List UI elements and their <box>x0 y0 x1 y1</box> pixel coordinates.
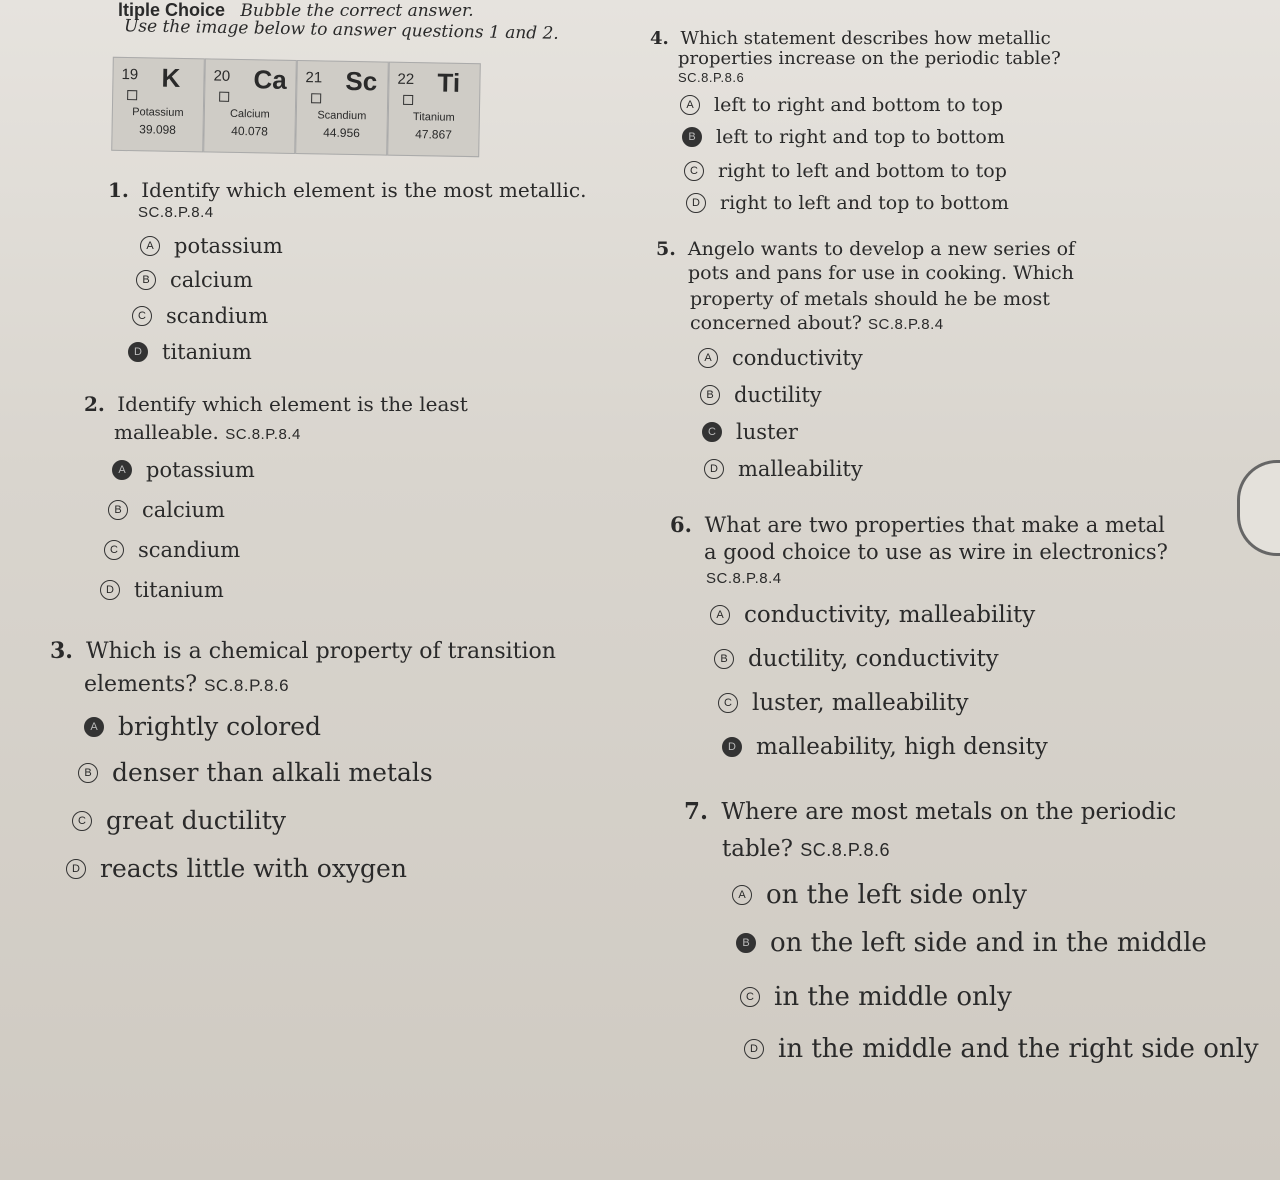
option-6a[interactable] <box>710 602 1035 628</box>
bubble-d-icon[interactable]: D <box>744 1039 764 1059</box>
option-3a[interactable] <box>84 712 321 741</box>
option-text: left to right and top to bottom <box>716 126 1005 148</box>
option-text: potassium <box>146 458 255 482</box>
option-text: titanium <box>162 340 252 364</box>
option-5b[interactable] <box>700 383 822 407</box>
element-symbol: Ca <box>253 64 287 95</box>
standard-code: SC.8.P.8.4 <box>706 570 782 587</box>
option-text: malleability <box>738 457 863 481</box>
atomic-mass: 39.098 <box>139 122 177 137</box>
question-1 <box>108 178 586 202</box>
bubble-b-icon[interactable]: B <box>108 500 128 520</box>
option-text: in the middle and the right side only <box>778 1034 1259 1064</box>
option-text: conductivity <box>732 346 863 370</box>
option-text: reacts little with oxygen <box>100 854 407 883</box>
bubble-a-icon[interactable]: A <box>680 95 700 115</box>
question-6 <box>670 512 1165 537</box>
question-number: 1. <box>108 178 129 202</box>
option-text: calcium <box>142 498 225 522</box>
element-symbol: Sc <box>345 65 378 97</box>
question-4-line2 <box>678 48 1061 69</box>
option-text: scandium <box>166 304 269 328</box>
option-3c[interactable] <box>72 806 286 835</box>
state-box-icon <box>219 92 229 102</box>
question-text-line1: Angelo wants to develop a new series of <box>687 238 1076 260</box>
bubble-c-icon[interactable]: C <box>72 811 92 831</box>
element-name: Titanium <box>412 111 455 124</box>
option-7c[interactable] <box>740 982 1012 1012</box>
option-text: malleability, high density <box>756 734 1048 760</box>
bubble-d-icon[interactable]: D <box>704 459 724 479</box>
option-4b[interactable] <box>682 126 1005 148</box>
atomic-mass: 47.867 <box>415 127 453 142</box>
question-2-line2 <box>114 420 301 444</box>
option-1a[interactable] <box>140 234 283 258</box>
element-name: Calcium <box>229 107 270 121</box>
option-5d[interactable] <box>704 457 863 481</box>
element-tile-calcium <box>203 58 297 154</box>
question-number: 2. <box>84 392 105 416</box>
option-1b[interactable] <box>136 268 253 292</box>
bubble-b-icon[interactable]: B <box>78 763 98 783</box>
question-text-line2: elements? <box>84 672 198 697</box>
question-4 <box>650 28 1051 49</box>
bubble-c-icon[interactable]: C <box>132 306 152 326</box>
question-3-line2 <box>84 672 289 697</box>
atomic-number: 21 <box>305 69 323 87</box>
option-text: luster, malleability <box>752 690 969 716</box>
option-text: left to right and bottom to top <box>714 94 1003 116</box>
option-4d[interactable] <box>686 192 1009 214</box>
question-text-line1: Which statement describes how metallic <box>680 28 1051 49</box>
option-3b[interactable] <box>78 758 433 787</box>
element-tile-scandium <box>295 60 389 156</box>
option-5a[interactable] <box>698 346 863 370</box>
bubble-d-filled-icon[interactable]: D <box>128 342 148 362</box>
bubble-c-icon[interactable]: C <box>104 540 124 560</box>
option-3d[interactable] <box>66 854 407 883</box>
standard-code: SC.8.P.8.4 <box>868 316 944 333</box>
bubble-d-icon[interactable]: D <box>66 859 86 879</box>
standard-code: SC.8.P.8.6 <box>800 840 891 860</box>
option-2d[interactable] <box>100 578 224 602</box>
option-2a[interactable] <box>112 458 255 482</box>
question-text-line1: Which is a chemical property of transition <box>85 639 556 664</box>
option-text: denser than alkali metals <box>112 758 433 787</box>
question-text-line1: Where are most metals on the periodic <box>721 799 1177 825</box>
bubble-c-icon[interactable]: C <box>718 693 738 713</box>
option-text: great ductility <box>106 806 286 835</box>
standard-code: SC.8.P.8.4 <box>138 204 214 221</box>
bubble-c-icon[interactable]: C <box>684 161 704 181</box>
question-number: 3. <box>50 638 73 664</box>
question-text-line2: table? <box>722 836 793 862</box>
option-5c[interactable] <box>702 420 798 444</box>
option-1d[interactable] <box>128 340 252 364</box>
option-6c[interactable] <box>718 690 969 716</box>
bubble-b-filled-icon[interactable]: B <box>736 933 756 953</box>
bubble-b-icon[interactable]: B <box>714 649 734 669</box>
question-5-line4 <box>690 312 944 334</box>
question-text: Identify which element is the most metallic. <box>141 178 587 202</box>
option-text: potassium <box>174 234 283 258</box>
bubble-d-icon[interactable]: D <box>100 580 120 600</box>
question-3 <box>50 638 556 664</box>
atomic-number: 19 <box>121 65 139 84</box>
option-text: in the middle only <box>774 982 1012 1012</box>
atomic-mass: 40.078 <box>231 123 269 139</box>
option-7d[interactable] <box>744 1034 1259 1064</box>
option-text: right to left and top to bottom <box>720 192 1009 214</box>
bubble-a-icon[interactable]: A <box>140 236 160 256</box>
atomic-number: 22 <box>397 70 415 89</box>
bubble-a-filled-icon[interactable]: A <box>84 717 104 737</box>
image-instructions: Use the image below to answer questions 1 and 2. <box>123 16 559 44</box>
option-text: calcium <box>170 268 253 292</box>
option-text: ductility <box>734 383 822 407</box>
instructions: Bubble the correct answer. <box>240 1 474 21</box>
element-symbol: Ti <box>437 67 461 98</box>
question-text-line1: What are two properties that make a metal <box>704 513 1165 537</box>
question-5-line2: pots and pans for use in cooking. Which <box>688 262 1074 284</box>
bubble-c-filled-icon[interactable]: C <box>702 422 722 442</box>
bubble-b-icon[interactable]: B <box>700 385 720 405</box>
option-text: right to left and bottom to top <box>718 160 1007 182</box>
question-number: 5. <box>656 238 676 260</box>
standard-code: SC.8.P.8.4 <box>225 426 301 443</box>
option-6b[interactable] <box>714 646 999 672</box>
option-text: scandium <box>138 538 241 562</box>
bubble-d-filled-icon[interactable]: D <box>722 737 742 757</box>
standard-code: SC.8.P.8.6 <box>204 676 290 695</box>
question-5 <box>656 238 1075 260</box>
question-number: 7. <box>684 798 709 825</box>
option-2b[interactable] <box>108 498 225 522</box>
bubble-c-icon[interactable]: C <box>740 987 760 1007</box>
section-title: ltiple Choice <box>118 0 226 20</box>
element-tiles <box>111 57 481 157</box>
page-edge-curl <box>1237 460 1280 556</box>
option-7b[interactable] <box>736 928 1207 958</box>
option-6d[interactable] <box>722 734 1048 760</box>
option-text: ductility, conductivity <box>748 646 999 672</box>
state-box-icon <box>311 93 321 103</box>
standard-code: SC.8.P.8.6 <box>678 70 745 85</box>
bubble-a-icon[interactable]: A <box>710 605 730 625</box>
option-text: conductivity, malleability <box>744 602 1036 628</box>
question-text-line2: malleable. <box>114 420 219 444</box>
element-symbol: K <box>161 62 181 93</box>
option-2c[interactable] <box>104 538 240 562</box>
question-5-line3: property of metals should he be most <box>690 288 1050 310</box>
question-number: 6. <box>670 512 692 537</box>
option-1c[interactable] <box>132 304 268 328</box>
state-box-icon <box>127 90 137 100</box>
question-7 <box>684 798 1176 825</box>
bubble-a-filled-icon[interactable]: A <box>112 460 132 480</box>
question-number: 4. <box>650 28 669 49</box>
bubble-d-icon[interactable]: D <box>686 193 706 213</box>
state-box-icon <box>403 95 413 105</box>
bubble-a-icon[interactable]: A <box>698 348 718 368</box>
question-text-line4: concerned about? <box>690 312 862 334</box>
bubble-b-icon[interactable]: B <box>136 270 156 290</box>
bubble-b-filled-icon[interactable]: B <box>682 127 702 147</box>
element-tile-titanium <box>387 62 481 158</box>
element-name: Potassium <box>132 106 184 120</box>
option-7a[interactable] <box>732 880 1027 910</box>
option-text: luster <box>736 420 798 444</box>
element-tile-potassium <box>111 57 205 153</box>
atomic-mass: 44.956 <box>323 125 361 141</box>
atomic-number: 20 <box>213 67 231 85</box>
question-6-line2: a good choice to use as wire in electronics? <box>704 540 1168 564</box>
option-4a[interactable] <box>680 94 1003 116</box>
question-7-line2 <box>722 836 890 862</box>
question-text-line2: properties increase on the periodic table? <box>678 48 1061 69</box>
bubble-a-icon[interactable]: A <box>732 885 752 905</box>
question-2 <box>84 392 468 416</box>
element-name: Scandium <box>317 109 367 123</box>
question-text-line1: Identify which element is the least <box>117 392 468 416</box>
option-text: brightly colored <box>118 712 322 741</box>
option-text: titanium <box>134 578 224 602</box>
option-text: on the left side and in the middle <box>770 928 1207 958</box>
option-text: on the left side only <box>766 880 1027 910</box>
option-4c[interactable] <box>684 160 1007 182</box>
